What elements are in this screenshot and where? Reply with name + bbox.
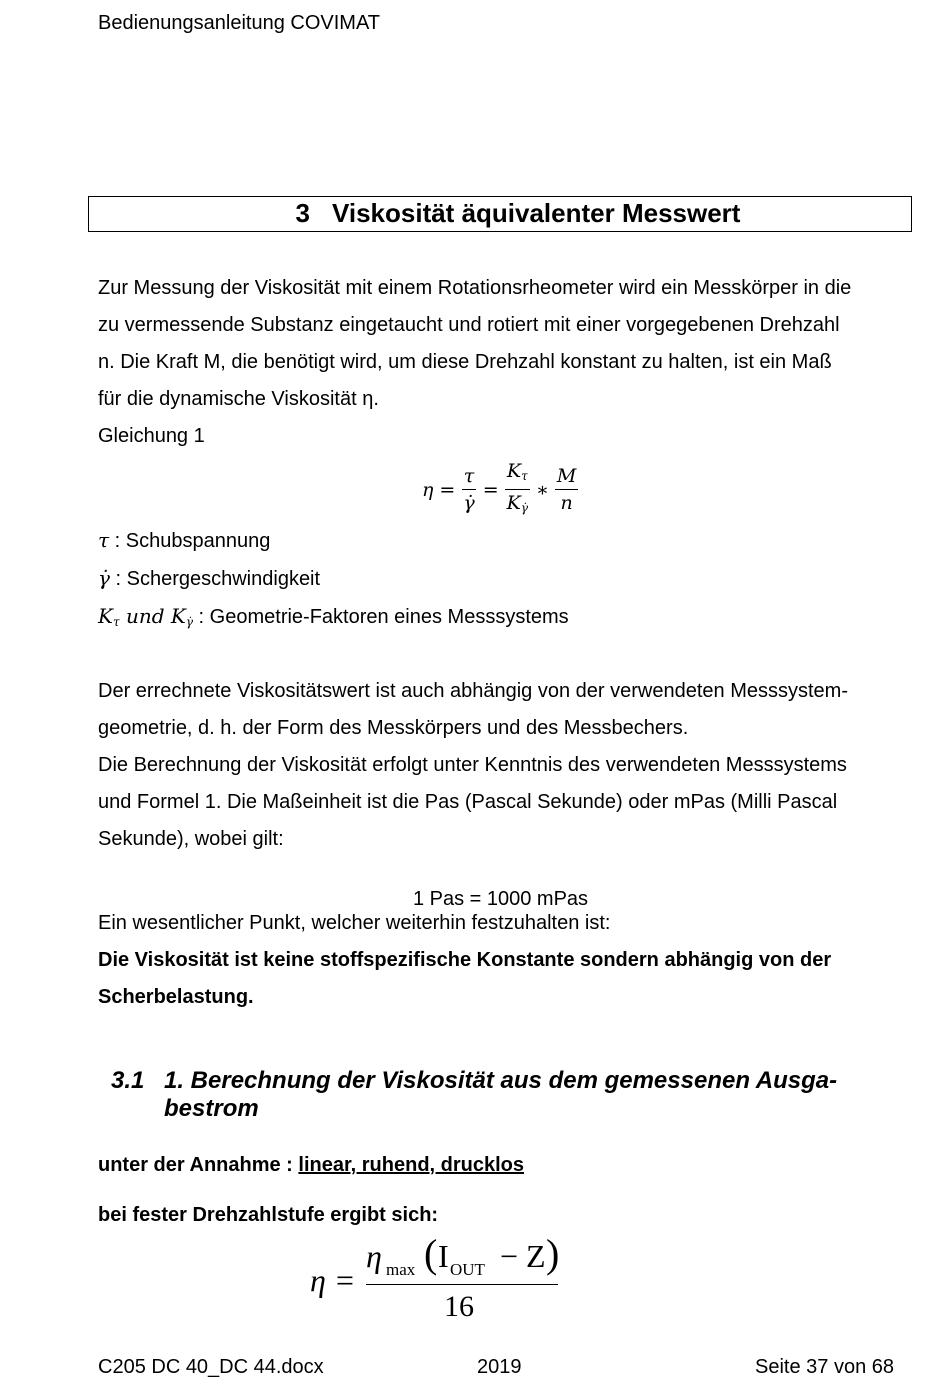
section-title-line: 1. Berechnung der Viskosität aus dem gemessenen Ausga- bbox=[164, 1067, 838, 1094]
assumption-line bbox=[98, 1154, 524, 1177]
note-paragraph bbox=[98, 905, 913, 1016]
eq1-fraction-tau-gamma bbox=[461, 463, 476, 516]
eq1-fraction-m-n bbox=[555, 463, 578, 516]
chapter-title bbox=[88, 198, 948, 229]
assumption-value: linear, ruhend, drucklos bbox=[298, 1154, 525, 1176]
text-line: für die dynamische Viskosität η. bbox=[98, 388, 379, 410]
text-line: zu vermessende Substanz eingetaucht und rotiert mit einer vorgegebenen Drehzahl bbox=[98, 314, 840, 336]
eq2-eta-max: η bbox=[366, 1238, 382, 1274]
footer-page-number: Seite 37 von 68 bbox=[755, 1356, 894, 1378]
eq1-fraction-k bbox=[505, 458, 530, 521]
note-intro: Ein wesentlicher Punkt, welcher weiterhin festzuhalten ist: bbox=[98, 912, 611, 934]
unit-equation: 1 Pas = 1000 mPas bbox=[412, 888, 589, 910]
eq2-lhs: η = bbox=[310, 1262, 356, 1298]
eq2-minus-z: − Z bbox=[500, 1238, 546, 1274]
intro-paragraph bbox=[98, 270, 913, 455]
symbol-tau: τ bbox=[98, 528, 110, 552]
fixed-speed-line: bei fester Drehzahlstufe ergibt sich: bbox=[98, 1204, 439, 1226]
symbol-gamma-dot: γ̇ bbox=[98, 566, 110, 590]
symbol-k-sub2: γ̇ bbox=[185, 615, 193, 629]
eq2-i-out: I bbox=[438, 1238, 449, 1274]
eq1-f3-numerator: M bbox=[555, 463, 578, 490]
assumption-label: unter der Annahme : bbox=[98, 1154, 299, 1176]
chapter-title-text: Viskosität äquivalenter Messwert bbox=[331, 198, 741, 228]
chapter-number: 3 bbox=[295, 198, 310, 228]
section-title-line: bestrom bbox=[164, 1095, 259, 1122]
eq2-denominator: 16 bbox=[444, 1290, 474, 1323]
equation-1 bbox=[422, 458, 578, 521]
text-line: Die Berechnung der Viskosität erfolgt unter Kenntnis des verwendeten Messsystems bbox=[98, 754, 847, 776]
text-line: geometrie, d. h. der Form des Messkörpers und des Messbechers. bbox=[98, 717, 689, 739]
section-number: 3.1 bbox=[111, 1067, 145, 1094]
equation-2 bbox=[310, 1232, 570, 1328]
eq2-numerator bbox=[366, 1231, 560, 1280]
eq1-f2-denominator bbox=[505, 490, 530, 521]
equation-label: Gleichung 1 bbox=[98, 425, 205, 447]
eq1-times: ∗ bbox=[536, 478, 549, 501]
eq2-fraction-bar bbox=[366, 1284, 558, 1285]
eq2-paren-right-icon: ) bbox=[546, 1231, 560, 1276]
definition-text: : Schergeschwindigkeit bbox=[109, 568, 321, 590]
eq1-k-gamma-sub: γ̇ bbox=[520, 501, 528, 515]
eq1-k-gamma: K bbox=[506, 492, 521, 514]
footer-filename: C205 DC 40_DC 44.docx bbox=[98, 1356, 324, 1378]
symbol-k-factors bbox=[98, 604, 193, 628]
eq1-f3-denominator: n bbox=[560, 492, 573, 514]
note-bold-line: Scherbelastung. bbox=[98, 986, 254, 1008]
text-line: Der errechnete Viskositätswert ist auch abhängig von der verwendeten Messsystem- bbox=[98, 680, 848, 702]
eq1-f2-numerator bbox=[505, 458, 530, 490]
definition-k bbox=[98, 598, 913, 641]
definition-tau bbox=[98, 522, 913, 560]
text-line: Sekunde), wobei gilt: bbox=[98, 828, 284, 850]
eq2-paren-left-icon: ( bbox=[424, 1231, 438, 1276]
definition-text: : Geometrie-Faktoren eines Messsystems bbox=[193, 606, 569, 628]
section-title-text bbox=[164, 1067, 894, 1123]
definition-text: : Schubspannung bbox=[109, 530, 271, 552]
definitions-list bbox=[98, 522, 913, 641]
symbol-k: K bbox=[98, 604, 113, 628]
note-bold-line: Die Viskosität ist keine stoffspezifische Konstante sondern abhängig von der bbox=[98, 949, 832, 971]
eq1-k-tau-sub: τ bbox=[521, 469, 528, 483]
text-line: und Formel 1. Die Maßeinheit ist die Pas (Pascal Sekunde) oder mPas (Milli Pascal bbox=[98, 791, 838, 813]
page-header: Bedienungsanleitung COVIMAT bbox=[98, 12, 381, 34]
eq2-eta-max-sub: max bbox=[386, 1260, 416, 1279]
eq1-f1-numerator: τ bbox=[462, 463, 477, 490]
symbol-k-sub: τ bbox=[112, 615, 120, 629]
eq2-i-out-sub: OUT bbox=[450, 1260, 485, 1279]
eq1-equals: = bbox=[482, 478, 499, 501]
text-line: n. Die Kraft M, die benötigt wird, um diese Drehzahl konstant zu halten, ist ein Maß bbox=[98, 351, 832, 373]
symbol-und-k: und K bbox=[119, 604, 186, 628]
footer-year: 2019 bbox=[477, 1356, 522, 1378]
eq1-k-tau: K bbox=[506, 460, 522, 482]
text-line: Zur Messung der Viskosität mit einem Rotationsrheometer wird ein Messkörper in die bbox=[98, 277, 852, 299]
body-paragraph-2 bbox=[98, 673, 913, 858]
eq1-f1-denominator: γ̇ bbox=[463, 492, 475, 514]
definition-gamma bbox=[98, 560, 913, 598]
eq1-lhs: η = bbox=[422, 478, 456, 501]
